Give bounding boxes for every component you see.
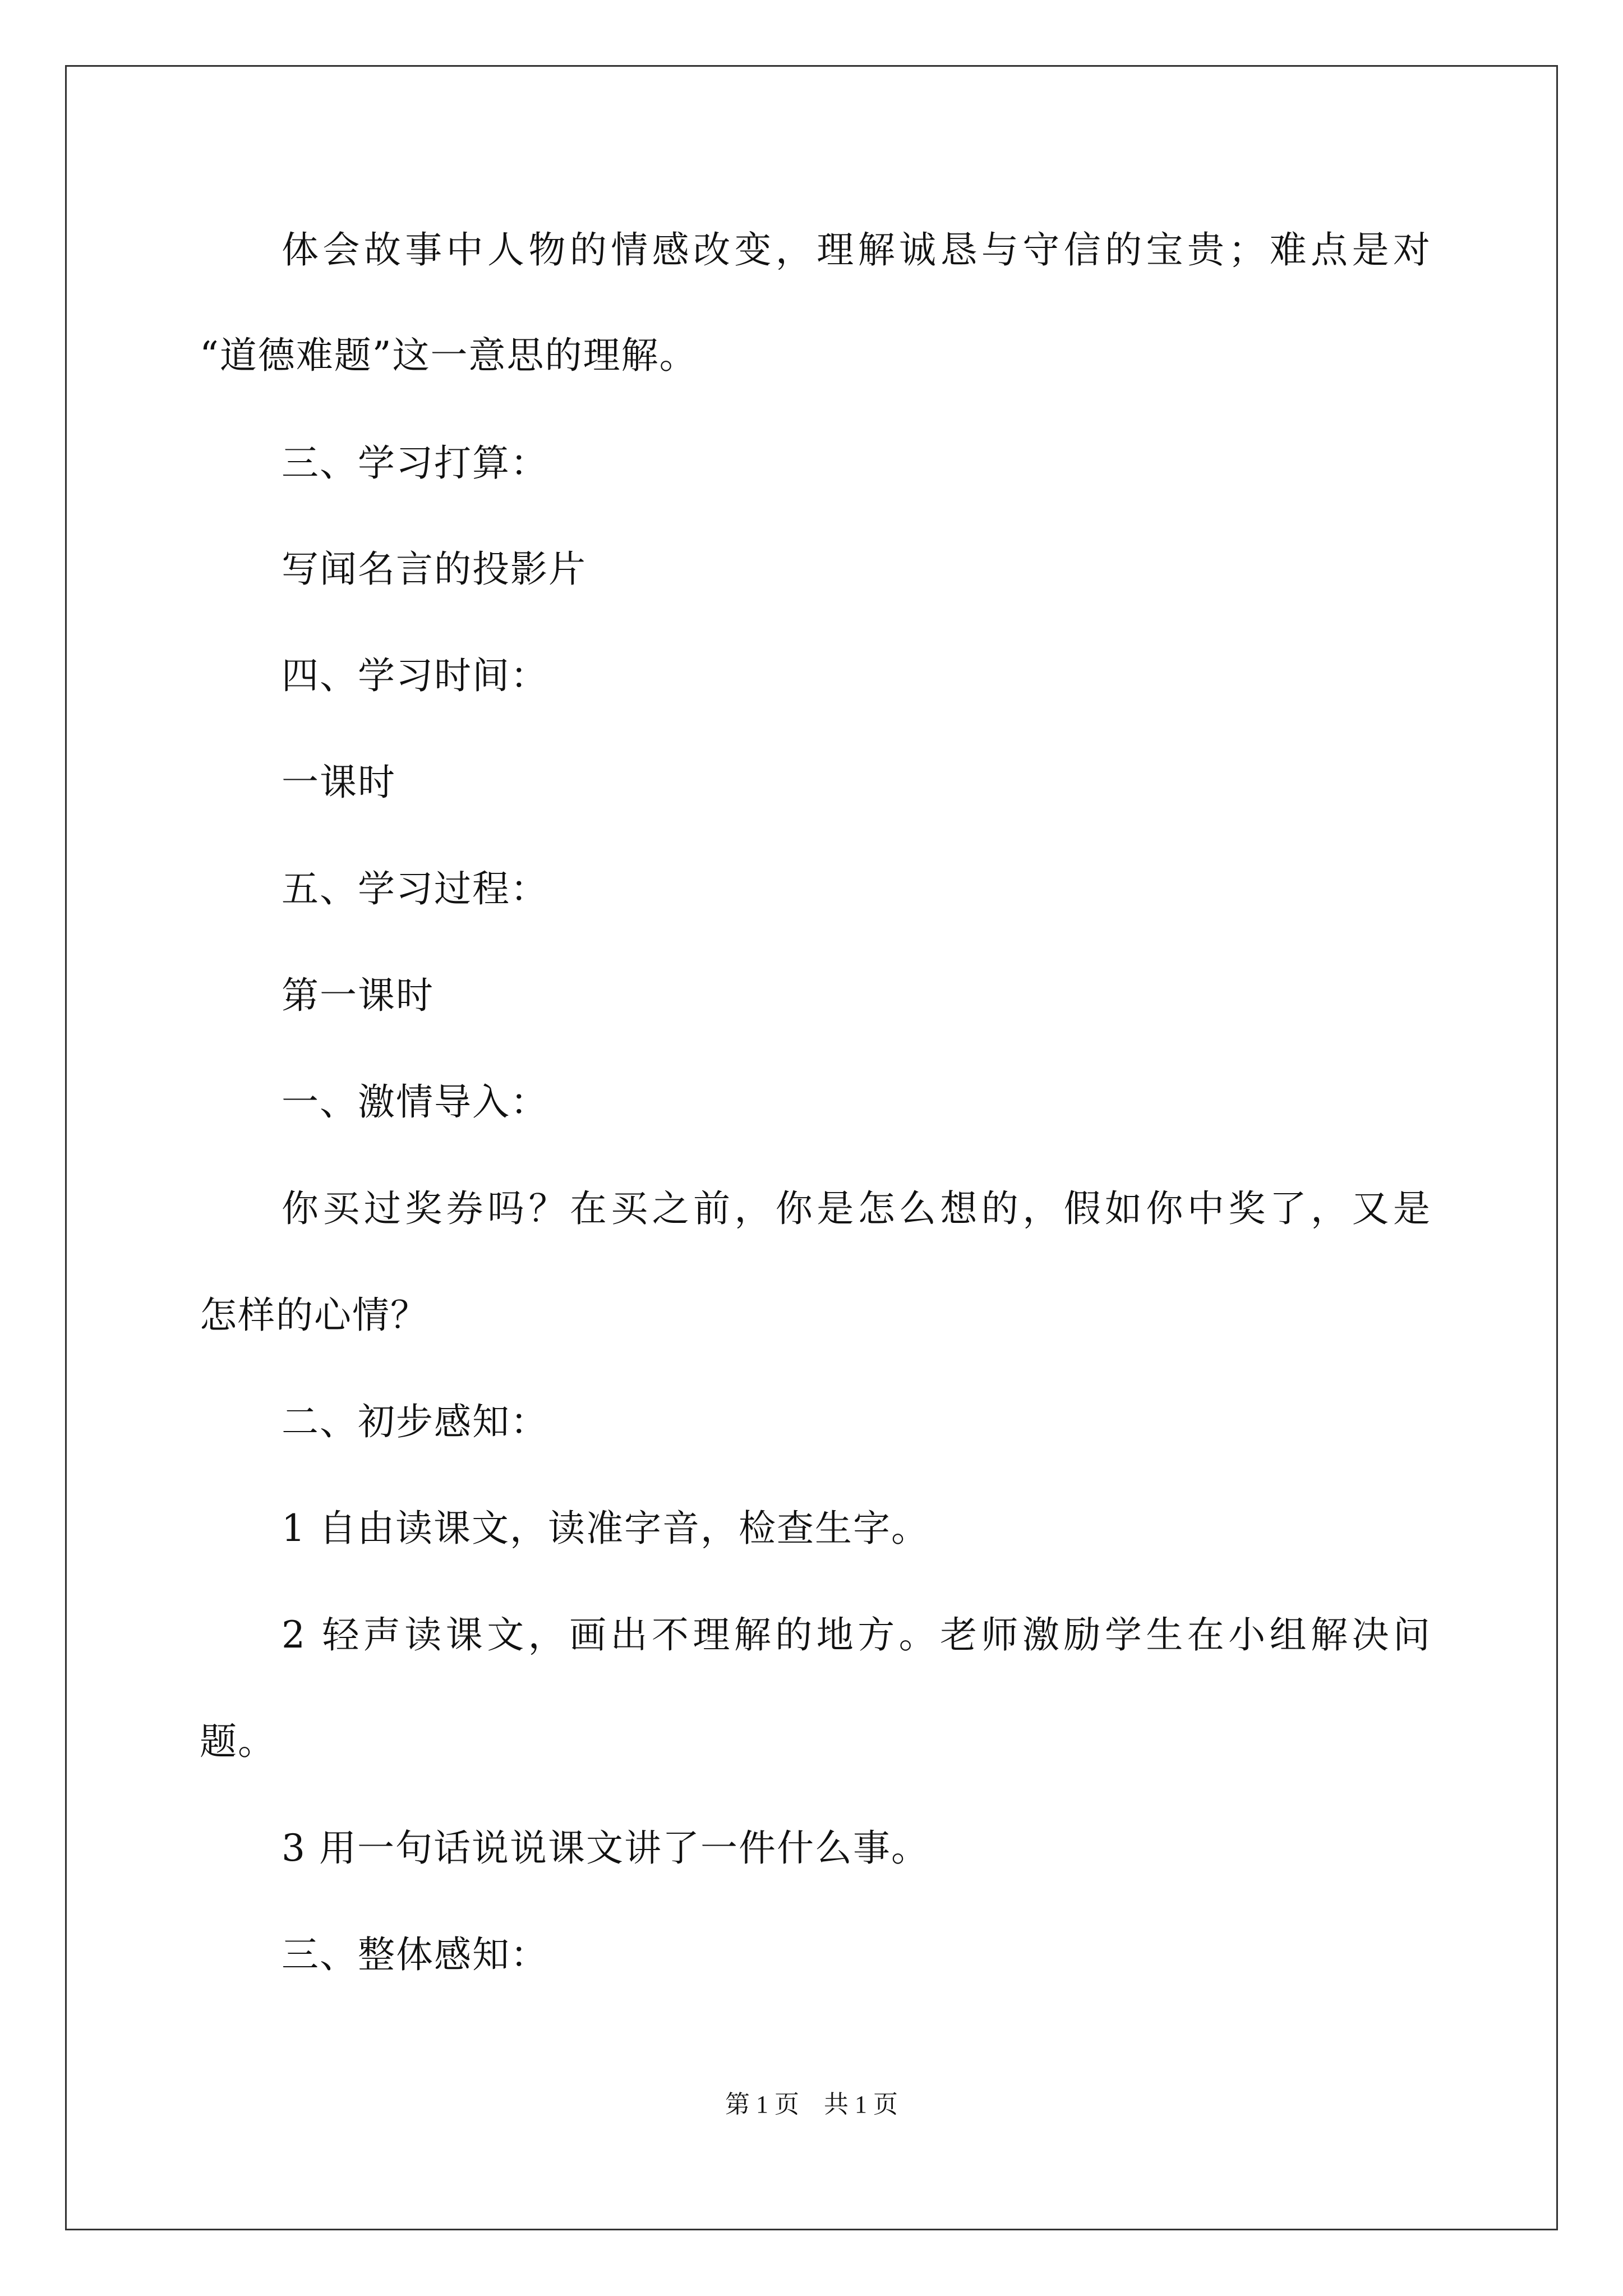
step-heading-overall-perception: 三、整体感知： [282,1933,548,1976]
paragraph-line-2: “道德难题”这一意思的理解。 [200,334,698,377]
step-heading-initial-perception: 二、初步感知： [282,1400,548,1443]
list-item-2: 2 轻声读课文，画出不理解的地方。老师激励学生在小组解决问 [282,1613,1431,1657]
paragraph-line-lottery-question-cont: 怎样的心情？ [200,1294,428,1337]
page-border [65,65,1558,2230]
step-heading-introduction: 一、激情导入： [282,1080,548,1124]
section-heading-preparation: 三、学习打算： [282,441,548,485]
paragraph-line-duration: 一课时 [282,761,396,804]
list-item-1: 1 自由读课文，读准字音，检查生字。 [282,1507,929,1550]
list-item-2-cont: 题。 [200,1720,276,1763]
section-heading-process: 五、学习过程： [282,867,548,910]
page-number-footer: 第 1 页 共 1 页 [725,2091,898,2118]
subheading-first-lesson: 第一课时 [282,974,434,1017]
paragraph-line-1: 体会故事中人物的情感改变，理解诚恳与守信的宝贵；难点是对 [282,228,1431,272]
list-item-3: 3 用一句话说说课文讲了一件什么事。 [282,1826,929,1870]
paragraph-line-materials: 写闻名言的投影片 [282,547,587,591]
section-heading-time: 四、学习时间： [282,654,548,697]
paragraph-line-lottery-question: 你买过奖券吗？在买之前，你是怎么想的，假如你中奖了，又是 [282,1187,1431,1230]
